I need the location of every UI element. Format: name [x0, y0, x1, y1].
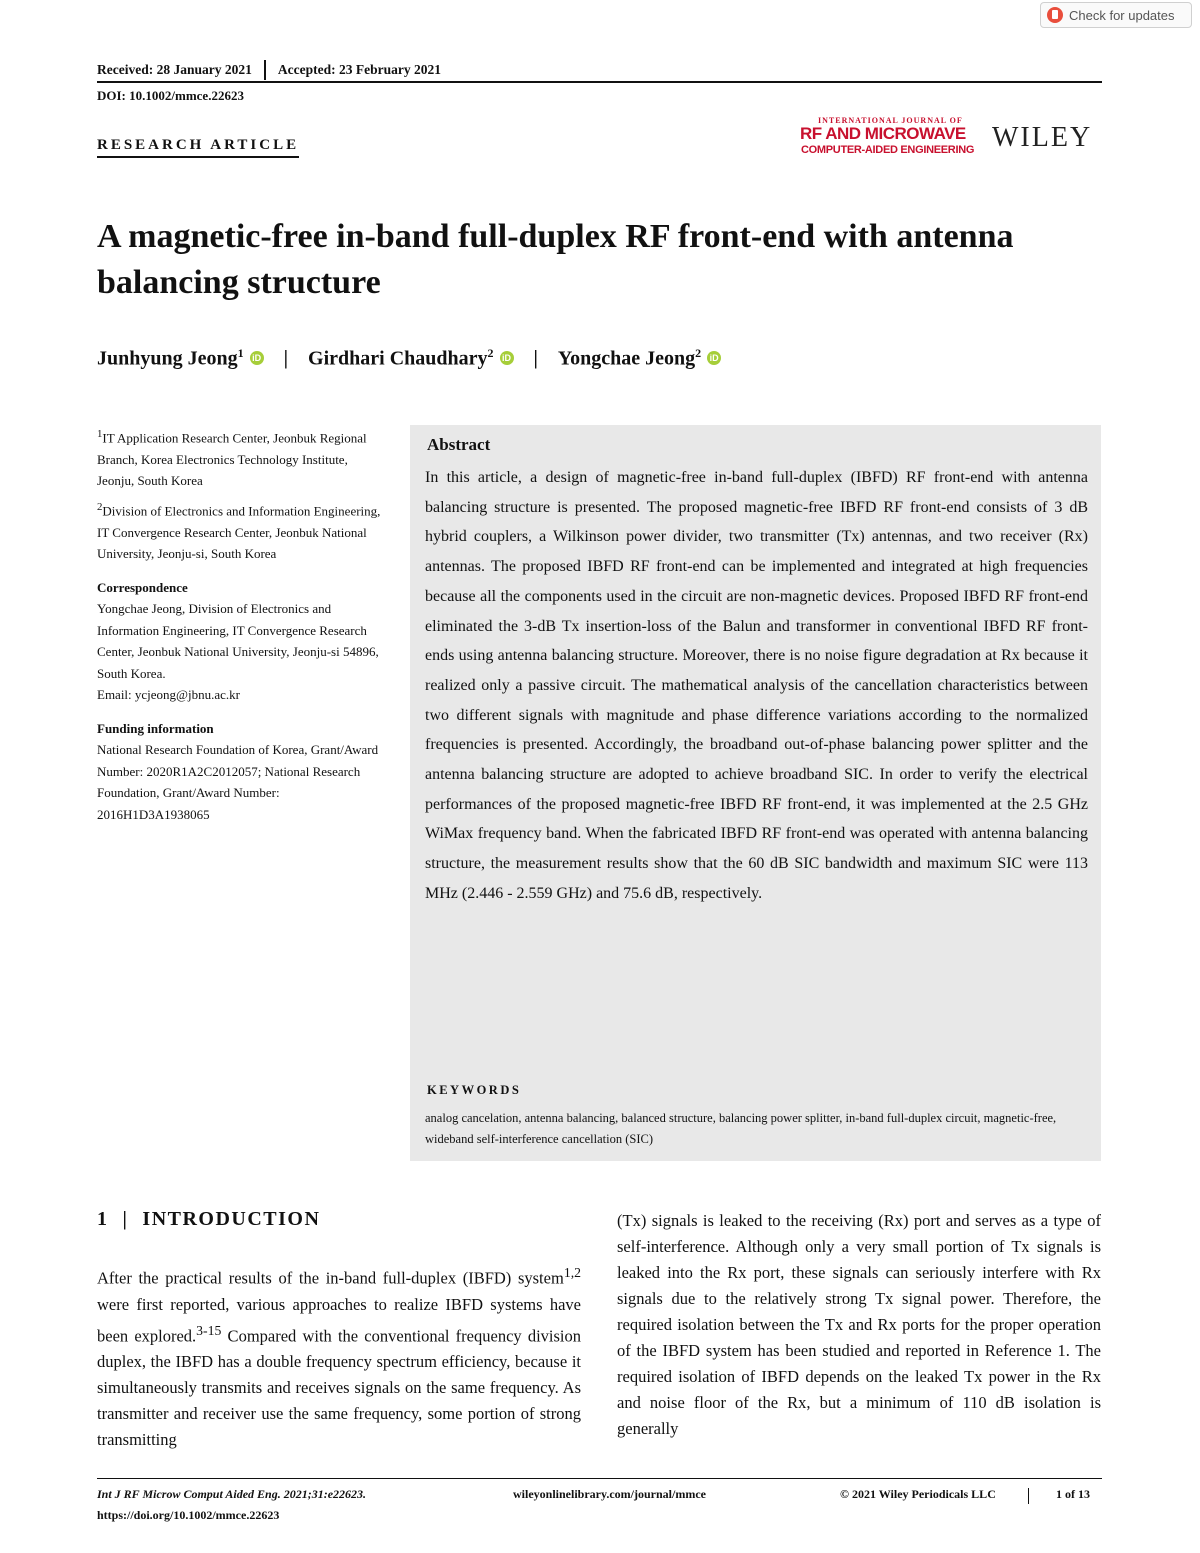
footer-rule [97, 1478, 1102, 1479]
section-title: INTRODUCTION [142, 1208, 321, 1230]
dates-line [97, 60, 441, 80]
footer-copyright: © 2021 Wiley Periodicals LLC [840, 1487, 996, 1501]
meta-divider [264, 60, 266, 80]
orcid-icon[interactable]: iD [500, 351, 514, 365]
footer-divider [1028, 1488, 1029, 1504]
footer-journal-site[interactable]: wileyonlinelibrary.com/journal/mmce [513, 1487, 706, 1501]
affiliation-2: $^2$Division of Electronics and Information Engineering, IT Convergence Research Center, Jeonbuk National University, Jeonju-si, South Korea [97, 500, 381, 562]
paper-title: A magnetic-free in-band full-duplex RF front-end with antenna balancing structure [97, 218, 1014, 301]
keywords-heading: KEYWORDS [427, 1083, 522, 1097]
page-number: 1 of 13 [1056, 1487, 1090, 1501]
section-number: 1 [97, 1208, 109, 1230]
correspondence-email[interactable]: Email: ycjeong@jbnu.ac.kr [97, 687, 241, 703]
author-list [97, 346, 721, 371]
journal-logo-sub: COMPUTER-AIDED ENGINEERING [801, 144, 975, 156]
publisher-logo: WILEY [992, 122, 1093, 153]
doi-text: DOI: 10.1002/mmce.22623 [97, 88, 244, 103]
funding-text: National Research Foundation of Korea, Grant/Award Number: 2020R1A2C2012057; National Research Foundation, Grant/Award Number: 2016H1D3A1938065 [97, 742, 379, 822]
header-rule [97, 81, 1102, 83]
section-separator: | [122, 1208, 129, 1230]
accepted-date: Accepted: 23 February 2021 [277, 62, 441, 77]
check-for-updates-label: Check for updates [1069, 7, 1175, 23]
orcid-icon[interactable]: iD [250, 351, 264, 365]
author-2[interactable]: Girdhari Chaudhary$^2$ [308, 346, 494, 370]
affiliation-1: $^1$IT Application Research Center, Jeonbuk Regional Branch, Korea Electronics Technology Institute, Jeonju, South Korea [97, 428, 367, 489]
author-separator: | [283, 346, 289, 369]
body-column-right: (Tx) signals is leaked to the receiving (Rx) port and serves as a type of self-interference. Although only a very small portion of Tx signals is leaked into the Rx port, these signals can seriously interfere with Rx signals due to the relatively strong Tx signal power. Therefore, the required isolation between the Tx and Rx ports for the proper operation of the IBFD system has been studied and reported in Reference 1. The required isolation of IBFD depends on the leaked Tx power in the Rx and noise floor of the Rx, but a minimum of 110 dB isolation is generally [617, 1211, 1101, 1438]
journal-logo-small: INTERNATIONAL JOURNAL OF [818, 116, 963, 125]
journal-logo-main: RF AND MICROWAVE [800, 124, 966, 143]
body-column-left: After the practical results of the in-band full-duplex (IBFD) system$^{1,2}$ were first reported, various approaches to realize IBFD systems have been explored.$^{3-15}$ Compared with the conventional frequency division duplex, the IBFD has a double frequency spectrum efficiency, because it simultaneously transmits and receives signals on the same frequency. As transmitter and receiver use the same frequency, some portion of strong transmitting [97, 1265, 581, 1449]
article-sidebar [97, 424, 382, 830]
author-1[interactable]: Junhyung Jeong$^1$ [97, 346, 244, 370]
funding-heading: Funding information [97, 720, 214, 736]
abstract-text: In this article, a design of magnetic-free in-band full-duplex (IBFD) RF front-end with antenna balancing structure is presented. The proposed magnetic-free IBFD RF front-end consists of 3 dB hybrid couplers, a Wilkinson power divider, two transmitter (Tx) antennas, and two receiver (Rx) antennas. The proposed IBFD RF front-end can be implemented and integrated at high frequencies because all the components used in the circuit are non-magnetic devices. Proposed IBFD RF front-end eliminated the 3-dB Tx insertion-loss of the Balun and transformer in conventional IBFD RF front-ends using antenna balancing structure. Moreover, there is no noise figure degradation at Rx because it realized only a passive circuit. The mathematical analysis of the cancellation characteristics between two different signals with magnitude and phase difference variations according to the normalized frequencies is presented. Accordingly, the broadband out-of-phase balancing power splitter and the antenna balancing structure are adopted to achieve broadband SIC. In order to verify the electrical performances of the proposed magnetic-free IBFD RF front-end, it was implemented at the 2.5 GHz WiMax frequency band. When the fabricated IBFD RF front-end was operated with antenna balancing structure, the measurement results show that the 60 dB SIC bandwidth and maximum SIC were 113 MHz (2.446 - 2.559 GHz) and 75.6 dB, respectively. [425, 469, 1088, 902]
correspondence-heading: Correspondence [97, 579, 188, 595]
footer-doi-link[interactable]: https://doi.org/10.1002/mmce.22623 [97, 1508, 280, 1522]
footer-citation: Int J RF Microw Comput Aided Eng. 2021;31:e22623. [97, 1487, 367, 1501]
citation-ref[interactable]: 3-15 [196, 1322, 222, 1338]
correspondence-text: Yongchae Jeong, Division of Electronics and Information Engineering, IT Convergence Research Center, Jeonbuk National University, Jeonju-si 54896, South Korea. [97, 601, 379, 681]
citation-ref[interactable]: 1,2 [563, 1265, 581, 1280]
keywords-text: analog cancelation, antenna balancing, balanced structure, balancing power splitter, in-band full-duplex circuit, magnetic-free, wideband self-interference cancellation (SIC) [425, 1111, 1057, 1146]
crossmark-icon [1047, 7, 1063, 23]
orcid-icon[interactable]: iD [707, 351, 721, 365]
article-type: RESEARCH ARTICLE [97, 137, 299, 158]
author-separator: | [533, 346, 538, 369]
author-3[interactable]: Yongchae Jeong$^2$ [557, 346, 702, 370]
section-heading [97, 1208, 320, 1231]
received-date: Received: 28 January 2021 [97, 62, 252, 77]
check-for-updates-button[interactable] [1040, 2, 1192, 28]
abstract-heading: Abstract [427, 435, 491, 454]
